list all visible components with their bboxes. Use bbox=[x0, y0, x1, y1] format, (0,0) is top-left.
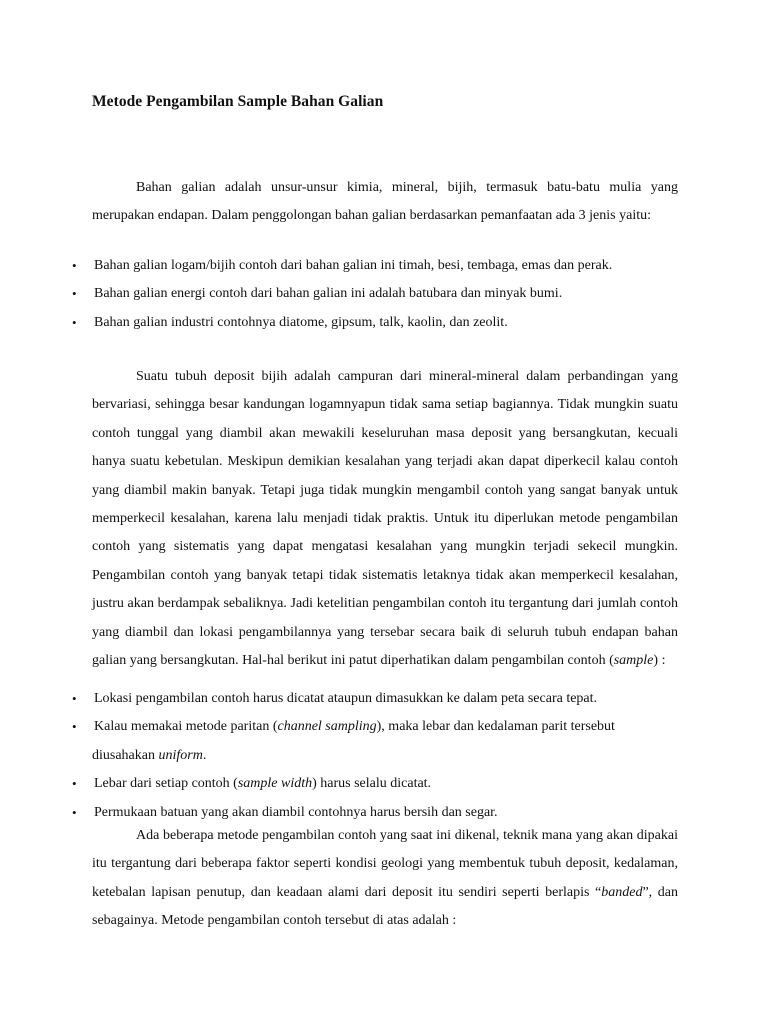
list-item-italic: uniform bbox=[158, 747, 203, 763]
list-item bbox=[0, 713, 678, 770]
list-item-continuation bbox=[92, 742, 678, 770]
methods-paragraph bbox=[92, 822, 678, 936]
deposit-paragraph bbox=[92, 363, 678, 675]
list-item-text-end: ), maka lebar dan kedalaman parit tersebut bbox=[376, 719, 615, 735]
bullet-icon: • bbox=[72, 776, 77, 792]
list-item-italic: channel sampling bbox=[277, 719, 377, 735]
notes-list bbox=[0, 685, 678, 827]
methods-paragraph-italic: banded bbox=[601, 884, 643, 900]
deposit-paragraph-text: Suatu tubuh deposit bijih adalah campuran dari mineral-mineral dalam perbandingan yang bervariasi, sehingga besar kandungan logamnyapun tidak sama setiap bagiannya. Tidak mungkin suatu contoh tunggal yang diambil akan mewakili keseluruhan masa deposit yang bersangkutan, kecuali hanya suatu kebetulan. Meskipun demikian kesalahan yang terjadi akan dapat diperkecil kalau contoh yang diambil makin banyak. Tetapi juga tidak mungkin mengambil contoh yang sangat banyak untuk memperkecil kesalahan, karena lalu menjadi tidak praktis. Untuk itu diperlukan metode pengambilan contoh yang sistematis yang dapat mengatasi kesalahan yang mungkin terjadi sekecil mungkin. Pengambilan contoh yang banyak tetapi tidak sistematis letaknya tidak akan memperkecil kesalahan, justru akan berdampak sebaliknya. Jadi ketelitian pengambilan contoh itu tergantung dari jumlah contoh yang diambil dan lokasi pengambilannya yang tersebar secara baik di seluruh tubuh endapan bahan galian yang bersangkutan. Hal-hal berikut ini patut diperhatikan dalam pengambilan contoh ( bbox=[92, 369, 678, 669]
list-item bbox=[0, 280, 678, 308]
deposit-paragraph-end: ) : bbox=[653, 653, 666, 669]
deposit-paragraph-italic: sample bbox=[613, 653, 654, 669]
list-item bbox=[0, 252, 678, 280]
list-item-text: Bahan galian industri contohnya diatome, gipsum, talk, kaolin, dan zeolit. bbox=[94, 314, 508, 330]
list-item-text: Lokasi pengambilan contoh harus dicatat ataupun dimasukkan ke dalam peta secara tepat. bbox=[94, 691, 598, 706]
bullet-icon: • bbox=[72, 258, 77, 273]
bullet-icon: • bbox=[72, 719, 77, 735]
list-item-text: diusahakan bbox=[92, 747, 159, 763]
list-item-italic: sample width bbox=[237, 776, 313, 792]
list-item bbox=[0, 770, 678, 798]
list-item-text: Lebar dari setiap contoh ( bbox=[94, 776, 238, 792]
bullet-icon: • bbox=[72, 804, 77, 820]
list-item-text: Kalau memakai metode paritan ( bbox=[94, 719, 278, 735]
list-item bbox=[0, 685, 678, 713]
list-item bbox=[0, 309, 678, 337]
bullet-icon: • bbox=[72, 286, 77, 302]
list-item-text-end: . bbox=[202, 747, 207, 763]
bullet-icon: • bbox=[72, 314, 77, 330]
list-item-text: Bahan galian logam/bijih contoh dari bahan galian ini timah, besi, tembaga, emas dan perak. bbox=[94, 258, 613, 273]
document-title: Metode Pengambilan Sample Bahan Galian bbox=[92, 93, 384, 110]
list-item-text: Bahan galian energi contoh dari bahan galian ini adalah batubara dan minyak bumi. bbox=[94, 286, 563, 302]
bullet-icon: • bbox=[72, 691, 77, 706]
intro-paragraph: Bahan galian adalah unsur-unsur kimia, mineral, bijih, termasuk batu-batu mulia yang merupakan endapan. Dalam penggolongan bahan galian berdasarkan pemanfaatan ada 3 jenis yaitu: bbox=[92, 180, 678, 224]
list-item-text-end: ) harus selalu dicatat. bbox=[312, 776, 432, 792]
list-item-text: Permukaan batuan yang akan diambil contohnya harus bersih dan segar. bbox=[94, 804, 498, 820]
types-list bbox=[0, 252, 678, 337]
methods-paragraph-end: ”, dan sebagainya. Metode pengambilan contoh tersebut di atas adalah : bbox=[92, 884, 678, 929]
methods-paragraph-text: Ada beberapa metode pengambilan contoh yang saat ini dikenal, teknik mana yang akan dipakai itu tergantung dari beberapa faktor seperti kondisi geologi yang membentuk tubuh deposit, kedalaman, ketebalan lapisan penutup, dan keadaan alami dari deposit itu sendiri seperti berlapis “ bbox=[92, 828, 678, 900]
